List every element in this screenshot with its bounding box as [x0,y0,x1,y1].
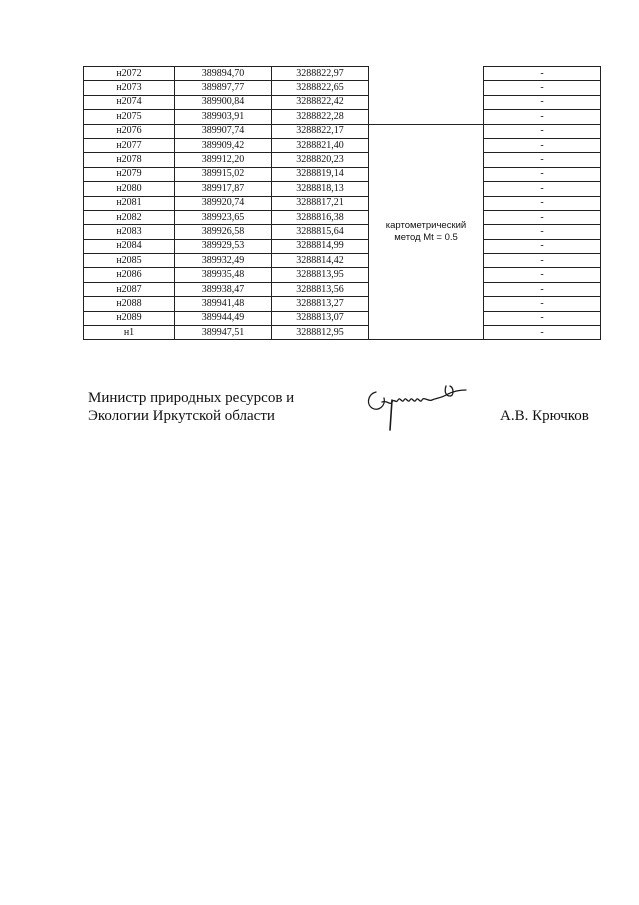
x-coordinate-cell: 389897,77 [175,81,272,95]
table-row [84,282,601,296]
x-coordinate-cell: 389926,58 [175,225,272,239]
table-row [84,210,601,224]
point-id-cell: н2083 [84,225,175,239]
error-cell: - [484,297,601,311]
x-coordinate-cell: 389947,51 [175,326,272,340]
x-coordinate-cell: 389903,91 [175,110,272,124]
x-coordinate-cell: 389929,53 [175,239,272,253]
error-cell: - [484,81,601,95]
table-row [84,254,601,268]
point-id-cell: н2086 [84,268,175,282]
point-id-cell: н2076 [84,124,175,138]
x-coordinate-cell: 389907,74 [175,124,272,138]
point-id-cell: н2072 [84,67,175,81]
error-cell: - [484,268,601,282]
error-cell: - [484,254,601,268]
point-id-cell: н2075 [84,110,175,124]
y-coordinate-cell: 3288812,95 [272,326,369,340]
y-coordinate-cell: 3288822,97 [272,67,369,81]
method-cell-continued [369,110,484,124]
point-id-cell: н2077 [84,138,175,152]
y-coordinate-cell: 3288820,23 [272,153,369,167]
x-coordinate-cell: 389920,74 [175,196,272,210]
error-cell: - [484,225,601,239]
point-id-cell: н2081 [84,196,175,210]
error-cell: - [484,95,601,109]
point-id-cell: н2082 [84,210,175,224]
y-coordinate-cell: 3288822,65 [272,81,369,95]
x-coordinate-cell: 389915,02 [175,167,272,181]
x-coordinate-cell: 389900,84 [175,95,272,109]
table-row [84,225,601,239]
y-coordinate-cell: 3288813,95 [272,268,369,282]
x-coordinate-cell: 389909,42 [175,138,272,152]
point-id-cell: н2078 [84,153,175,167]
x-coordinate-cell: 389917,87 [175,182,272,196]
y-coordinate-cell: 3288813,27 [272,297,369,311]
y-coordinate-cell: 3288819,14 [272,167,369,181]
y-coordinate-cell: 3288814,42 [272,254,369,268]
y-coordinate-cell: 3288813,07 [272,311,369,325]
method-cell-continued [369,67,484,81]
table-row [84,239,601,253]
x-coordinate-cell: 389912,20 [175,153,272,167]
y-coordinate-cell: 3288816,38 [272,210,369,224]
error-cell: - [484,311,601,325]
x-coordinate-cell: 389932,49 [175,254,272,268]
table-row [84,81,601,95]
point-id-cell: н2084 [84,239,175,253]
error-cell: - [484,182,601,196]
method-line-2: метод Mt = 0.5 [394,231,458,243]
method-cell-continued [369,81,484,95]
position-line-1: Министр природных ресурсов и [88,390,295,406]
point-id-cell: н2088 [84,297,175,311]
y-coordinate-cell: 3288822,42 [272,95,369,109]
x-coordinate-cell: 389935,48 [175,268,272,282]
y-coordinate-cell: 3288813,56 [272,282,369,296]
table-row [84,196,601,210]
error-cell: - [484,110,601,124]
method-cell [369,124,484,340]
x-coordinate-cell: 389923,65 [175,210,272,224]
point-id-cell: н1 [84,326,175,340]
handwritten-signature [362,376,472,436]
error-cell: - [484,326,601,340]
signatory-position [88,389,294,425]
point-id-cell: н2087 [84,282,175,296]
point-id-cell: н2089 [84,311,175,325]
error-cell: - [484,196,601,210]
y-coordinate-cell: 3288814,99 [272,239,369,253]
y-coordinate-cell: 3288821,40 [272,138,369,152]
table-row [84,167,601,181]
y-coordinate-cell: 3288822,28 [272,110,369,124]
error-cell: - [484,282,601,296]
y-coordinate-cell: 3288822,17 [272,124,369,138]
point-id-cell: н2073 [84,81,175,95]
x-coordinate-cell: 389944,49 [175,311,272,325]
method-line-1: картометрический [385,219,467,231]
table-row [84,138,601,152]
table-row [84,95,601,109]
table-row [84,297,601,311]
table-row [84,268,601,282]
x-coordinate-cell: 389938,47 [175,282,272,296]
table-row [84,182,601,196]
point-id-cell: н2080 [84,182,175,196]
method-cell-continued [369,95,484,109]
error-cell: - [484,153,601,167]
table-row [84,67,601,81]
error-cell: - [484,239,601,253]
error-cell: - [484,67,601,81]
table-row [84,124,601,138]
point-id-cell: н2079 [84,167,175,181]
table-row [84,311,601,325]
coordinates-table [83,66,601,340]
x-coordinate-cell: 389894,70 [175,67,272,81]
point-id-cell: н2085 [84,254,175,268]
signer-name: А.В. Крючков [500,408,589,424]
table-row [84,326,601,340]
position-line-2: Экологии Иркутской области [88,408,275,424]
y-coordinate-cell: 3288815,64 [272,225,369,239]
error-cell: - [484,124,601,138]
y-coordinate-cell: 3288818,13 [272,182,369,196]
y-coordinate-cell: 3288817,21 [272,196,369,210]
table-row [84,110,601,124]
error-cell: - [484,138,601,152]
error-cell: - [484,167,601,181]
point-id-cell: н2074 [84,95,175,109]
x-coordinate-cell: 389941,48 [175,297,272,311]
error-cell: - [484,210,601,224]
table-row [84,153,601,167]
